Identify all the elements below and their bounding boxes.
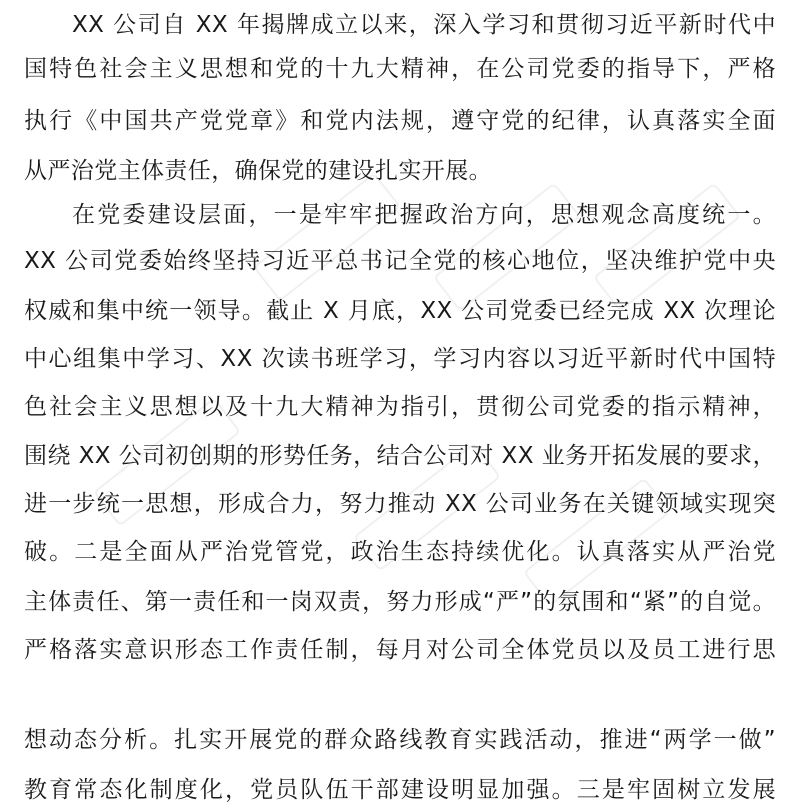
text-line-4: 从严治党主体责任，确保党的建设扎实开展。: [24, 158, 492, 184]
text-line-3: 执行《中国共产党党章》和党内法规，遵守党的纪律，认真落实全面: [24, 108, 776, 134]
text-line-2: 国特色社会主义思想和党的十九大精神，在公司党委的指导下，严格: [24, 56, 776, 82]
text-line-5: 在党委建设层面，一是牢牢把握政治方向，思想观念高度统一。: [72, 202, 776, 228]
text-line-6: XX 公司党委始终坚持习近平总书记全党的核心地位，坚决维护党中央: [24, 248, 776, 274]
text-line-15: 想动态分析。扎实开展党的群众路线教育实践活动，推进“两学一做”: [24, 727, 776, 753]
text-line-10: 围绕 XX 公司初创期的形势任务，结合公司对 XX 业务开拓发展的要求，: [24, 443, 776, 469]
text-line-14: 严格落实意识形态工作责任制，每月对公司全体党员以及员工进行思: [24, 637, 776, 663]
text-line-1: XX 公司自 XX 年揭牌成立以来，深入学习和贯彻习近平新时代中: [72, 12, 776, 38]
text-line-16: 教育常态化制度化，党员队伍干部建设明显加强。三是牢固树立发展: [24, 777, 776, 803]
document-page: [24, 0, 776, 803]
text-line-13: 主体责任、第一责任和一岗双责，努力形成“严”的氛围和“紧”的自觉。: [24, 589, 776, 615]
text-line-8: 中心组集中学习、XX 次读书班学习，学习内容以习近平新时代中国特: [24, 346, 776, 372]
text-line-11: 进一步统一思想，形成合力，努力推动 XX 公司业务在关键领域实现突: [24, 491, 776, 517]
text-line-7: 权威和集中统一领导。截止 X 月底，XX 公司党委已经完成 XX 次理论: [24, 298, 776, 324]
text-line-9: 色社会主义思想以及十九大精神为指引，贯彻公司党委的指示精神，: [24, 394, 776, 420]
text-line-12: 破。二是全面从严治党管党，政治生态持续优化。认真落实从严治党: [24, 539, 776, 565]
